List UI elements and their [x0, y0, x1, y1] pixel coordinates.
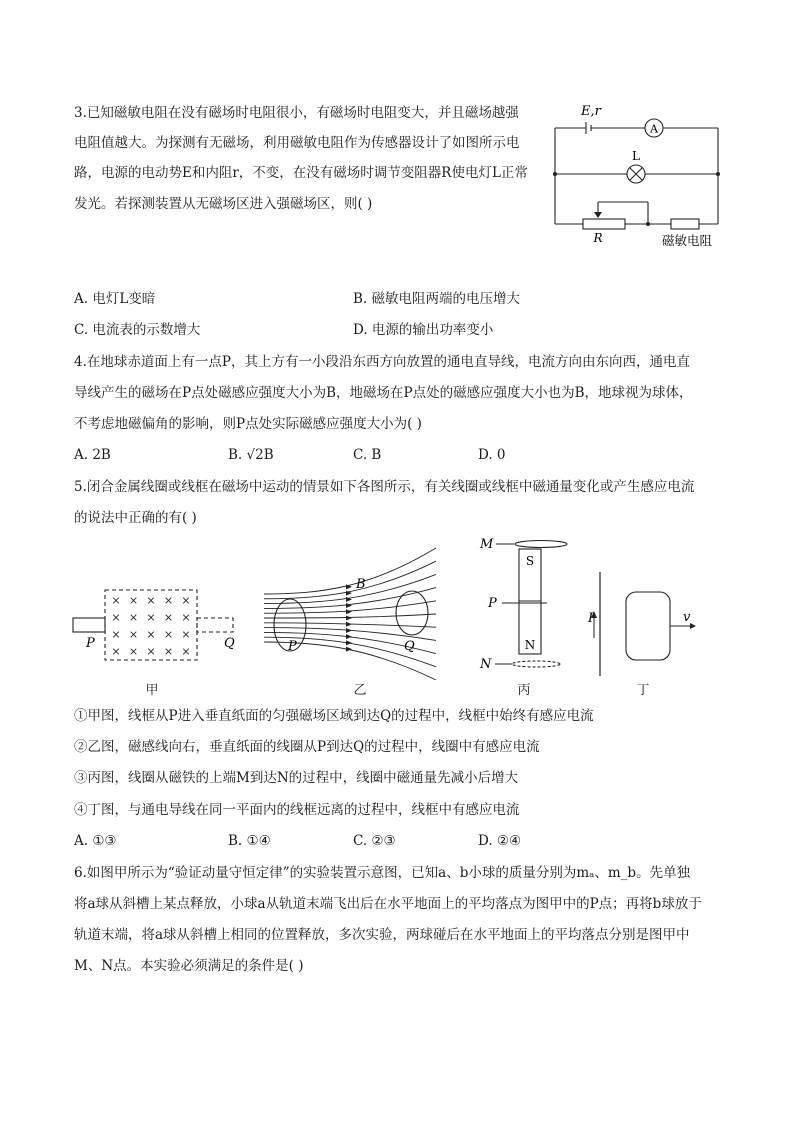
q3-line-4: 发光。若探测装置从无磁场区进入强磁场区，则( ): [74, 196, 373, 212]
q5-option-c[interactable]: C. ②③: [353, 833, 396, 849]
cross-mark: ×: [146, 611, 156, 624]
cross-mark: ×: [128, 628, 139, 641]
q5-figure-jia: [66, 580, 246, 690]
cross-mark: ×: [163, 594, 174, 607]
q5-figure-ding: [586, 566, 706, 678]
yi-label-q: Q: [404, 639, 415, 654]
field-arrow-icon: [346, 634, 352, 639]
q3-option-a[interactable]: A. 电灯L变暗: [74, 291, 156, 307]
jia-label-p: P: [86, 636, 95, 651]
frame-at-q: [197, 618, 233, 632]
q5-option-b[interactable]: B. ①④: [228, 833, 271, 849]
q6-line-3: 轨道末端，将a球从斜槽上相同的位置释放，多次实验，两球碰后在水平地面上的平均落点分别是图甲中: [74, 927, 690, 943]
field-arrows: [346, 584, 352, 651]
cross-mark: ×: [128, 611, 139, 624]
ding-label-v: v: [683, 610, 691, 625]
cross-mark: ×: [163, 645, 174, 658]
cross-mark: ×: [146, 645, 156, 658]
cross-mark: ×: [181, 628, 191, 641]
field-arrow-icon: [346, 616, 352, 621]
q5-statement-1: ①甲图，线框从P进入垂直纸面的匀强磁场区域到达Q的过程中，线框中始终有感应电流: [74, 708, 594, 724]
magnet-pole-s: S: [525, 554, 535, 568]
q3-source-label: E,r: [581, 104, 601, 119]
cross-mark: ×: [163, 611, 174, 624]
loop-at-q: [396, 591, 428, 635]
cross-mark: ×: [146, 628, 156, 641]
q4-option-c[interactable]: C. B: [353, 447, 382, 463]
q3-line-2: 电阻值越大。为探测有无磁场，利用磁敏电阻作为传感器设计了如图所示电: [74, 135, 520, 151]
field-arrow-icon: [346, 603, 352, 608]
q3-option-d[interactable]: D. 电源的输出功率变小: [353, 322, 494, 338]
q4-option-b[interactable]: B. √2B: [228, 447, 274, 463]
cross-mark: ×: [181, 645, 191, 658]
q4-option-d[interactable]: D. 0: [478, 447, 506, 463]
q5-statement-3: ③丙图，线圈从磁铁的上端M到达N的过程中，线圈中磁通量先减小后增大: [74, 770, 519, 786]
q5-statement-2: ②乙图，磁感线向右，垂直纸面的线圈从P到达Q的过程中，线圈中有感应电流: [74, 739, 540, 755]
q5-figure-yi: [260, 540, 440, 680]
velocity-arrow-icon: [690, 623, 696, 629]
q3-option-c[interactable]: C. 电流表的示数增大: [74, 322, 201, 338]
field-arrow-icon: [346, 628, 352, 633]
q3-line-3: 路，电源的电动势E和内阻r，不变，在没有磁场时调节变阻器R使电灯L正常: [74, 165, 528, 181]
field-arrow-icon: [346, 609, 352, 614]
q6-line-2: 将a球从斜槽上某点释放，小球a从轨道末端飞出后在水平地面上的平均落点为图甲中的P点；再将b球放于: [74, 896, 702, 912]
q5-caption-bing: 丙: [517, 683, 531, 698]
field-arrow-icon: [346, 647, 352, 652]
q3-ammeter-label: A: [650, 122, 658, 136]
q4-option-a[interactable]: A. 2B: [74, 447, 111, 463]
q5-caption-jia: 甲: [145, 683, 159, 698]
loop-at-m: [515, 541, 567, 548]
q5-line-1: 5.闭合金属线圈或线框在磁场中运动的情景如下各图所示，有关线圈或线框中磁通量变化或产生感应电流: [74, 479, 695, 495]
q5-figure-bing: [476, 534, 576, 674]
frame-at-p: [73, 618, 105, 632]
cross-mark: ×: [111, 611, 121, 624]
q4-line-3: 不考虑地磁偏角的影响，则P点处实际磁感应强度大小为( ): [74, 416, 422, 432]
q3-circuit-diagram: [548, 94, 728, 254]
yi-label-b: B: [356, 577, 366, 592]
q3-lamp-label: L: [632, 149, 640, 163]
field-arrow-icon: [346, 622, 352, 627]
q5-line-2: 的说法中正确的有( ): [74, 510, 197, 526]
q3-option-b[interactable]: B. 磁敏电阻两端的电压增大: [353, 291, 521, 307]
field-arrow-icon: [346, 640, 352, 645]
q5-statement-4: ④丁图，与通电导线在同一平面内的线框远离的过程中，线框中有感应电流: [74, 802, 520, 818]
yi-label-p: P: [288, 639, 297, 654]
loop-at-n: [512, 661, 560, 667]
cross-mark: ×: [111, 594, 121, 607]
cross-mark: ×: [146, 594, 156, 607]
cross-mark: ×: [128, 645, 139, 658]
q5-option-a[interactable]: A. ①③: [74, 833, 117, 849]
cross-mark: ×: [181, 594, 191, 607]
q4-line-1: 4.在地球赤道面上有一点P，其上方有一小段沿东西方向放置的通电直导线，电流方向由东向西，通电直: [74, 354, 690, 370]
cross-mark: ×: [181, 611, 191, 624]
q6-line-4: M、N点。本实验必须满足的条件是( ): [74, 958, 304, 974]
bing-label-p: P: [488, 596, 497, 611]
cross-mark: ×: [128, 594, 139, 607]
cross-mark: ×: [163, 628, 174, 641]
magnet-pole-n: N: [524, 638, 536, 652]
q3-sensor-label: 磁敏电阻: [661, 233, 713, 248]
bing-label-n: N: [480, 657, 492, 672]
bing-label-m: M: [480, 537, 494, 552]
q6-line-1: 6.如图甲所示为“验证动量守恒定律”的实验装置示意图，已知a、b小球的质量分别为mₐ、m_b。先单独: [74, 865, 691, 881]
q5-caption-ding: 丁: [636, 683, 650, 698]
cross-mark: ×: [111, 628, 121, 641]
cross-mark: ×: [111, 645, 121, 658]
cross-marks: [111, 594, 190, 658]
q4-line-2: 导线产生的磁场在P点处磁感应强度大小为B，地磁场在P点处的磁感应强度大小也为B，地球视为球体，: [74, 385, 693, 401]
jia-label-q: Q: [224, 636, 235, 651]
ding-label-i: I: [588, 611, 594, 626]
q5-option-d[interactable]: D. ②④: [478, 833, 522, 849]
q5-caption-yi: 乙: [353, 683, 367, 698]
q3-rheostat-label: R: [593, 231, 603, 245]
field-lines: [264, 548, 436, 680]
q3-line-1: 3.已知磁敏电阻在没有磁场时电阻很小，有磁场时电阻变大，并且磁场越强: [74, 105, 519, 121]
moving-frame: [626, 592, 670, 660]
